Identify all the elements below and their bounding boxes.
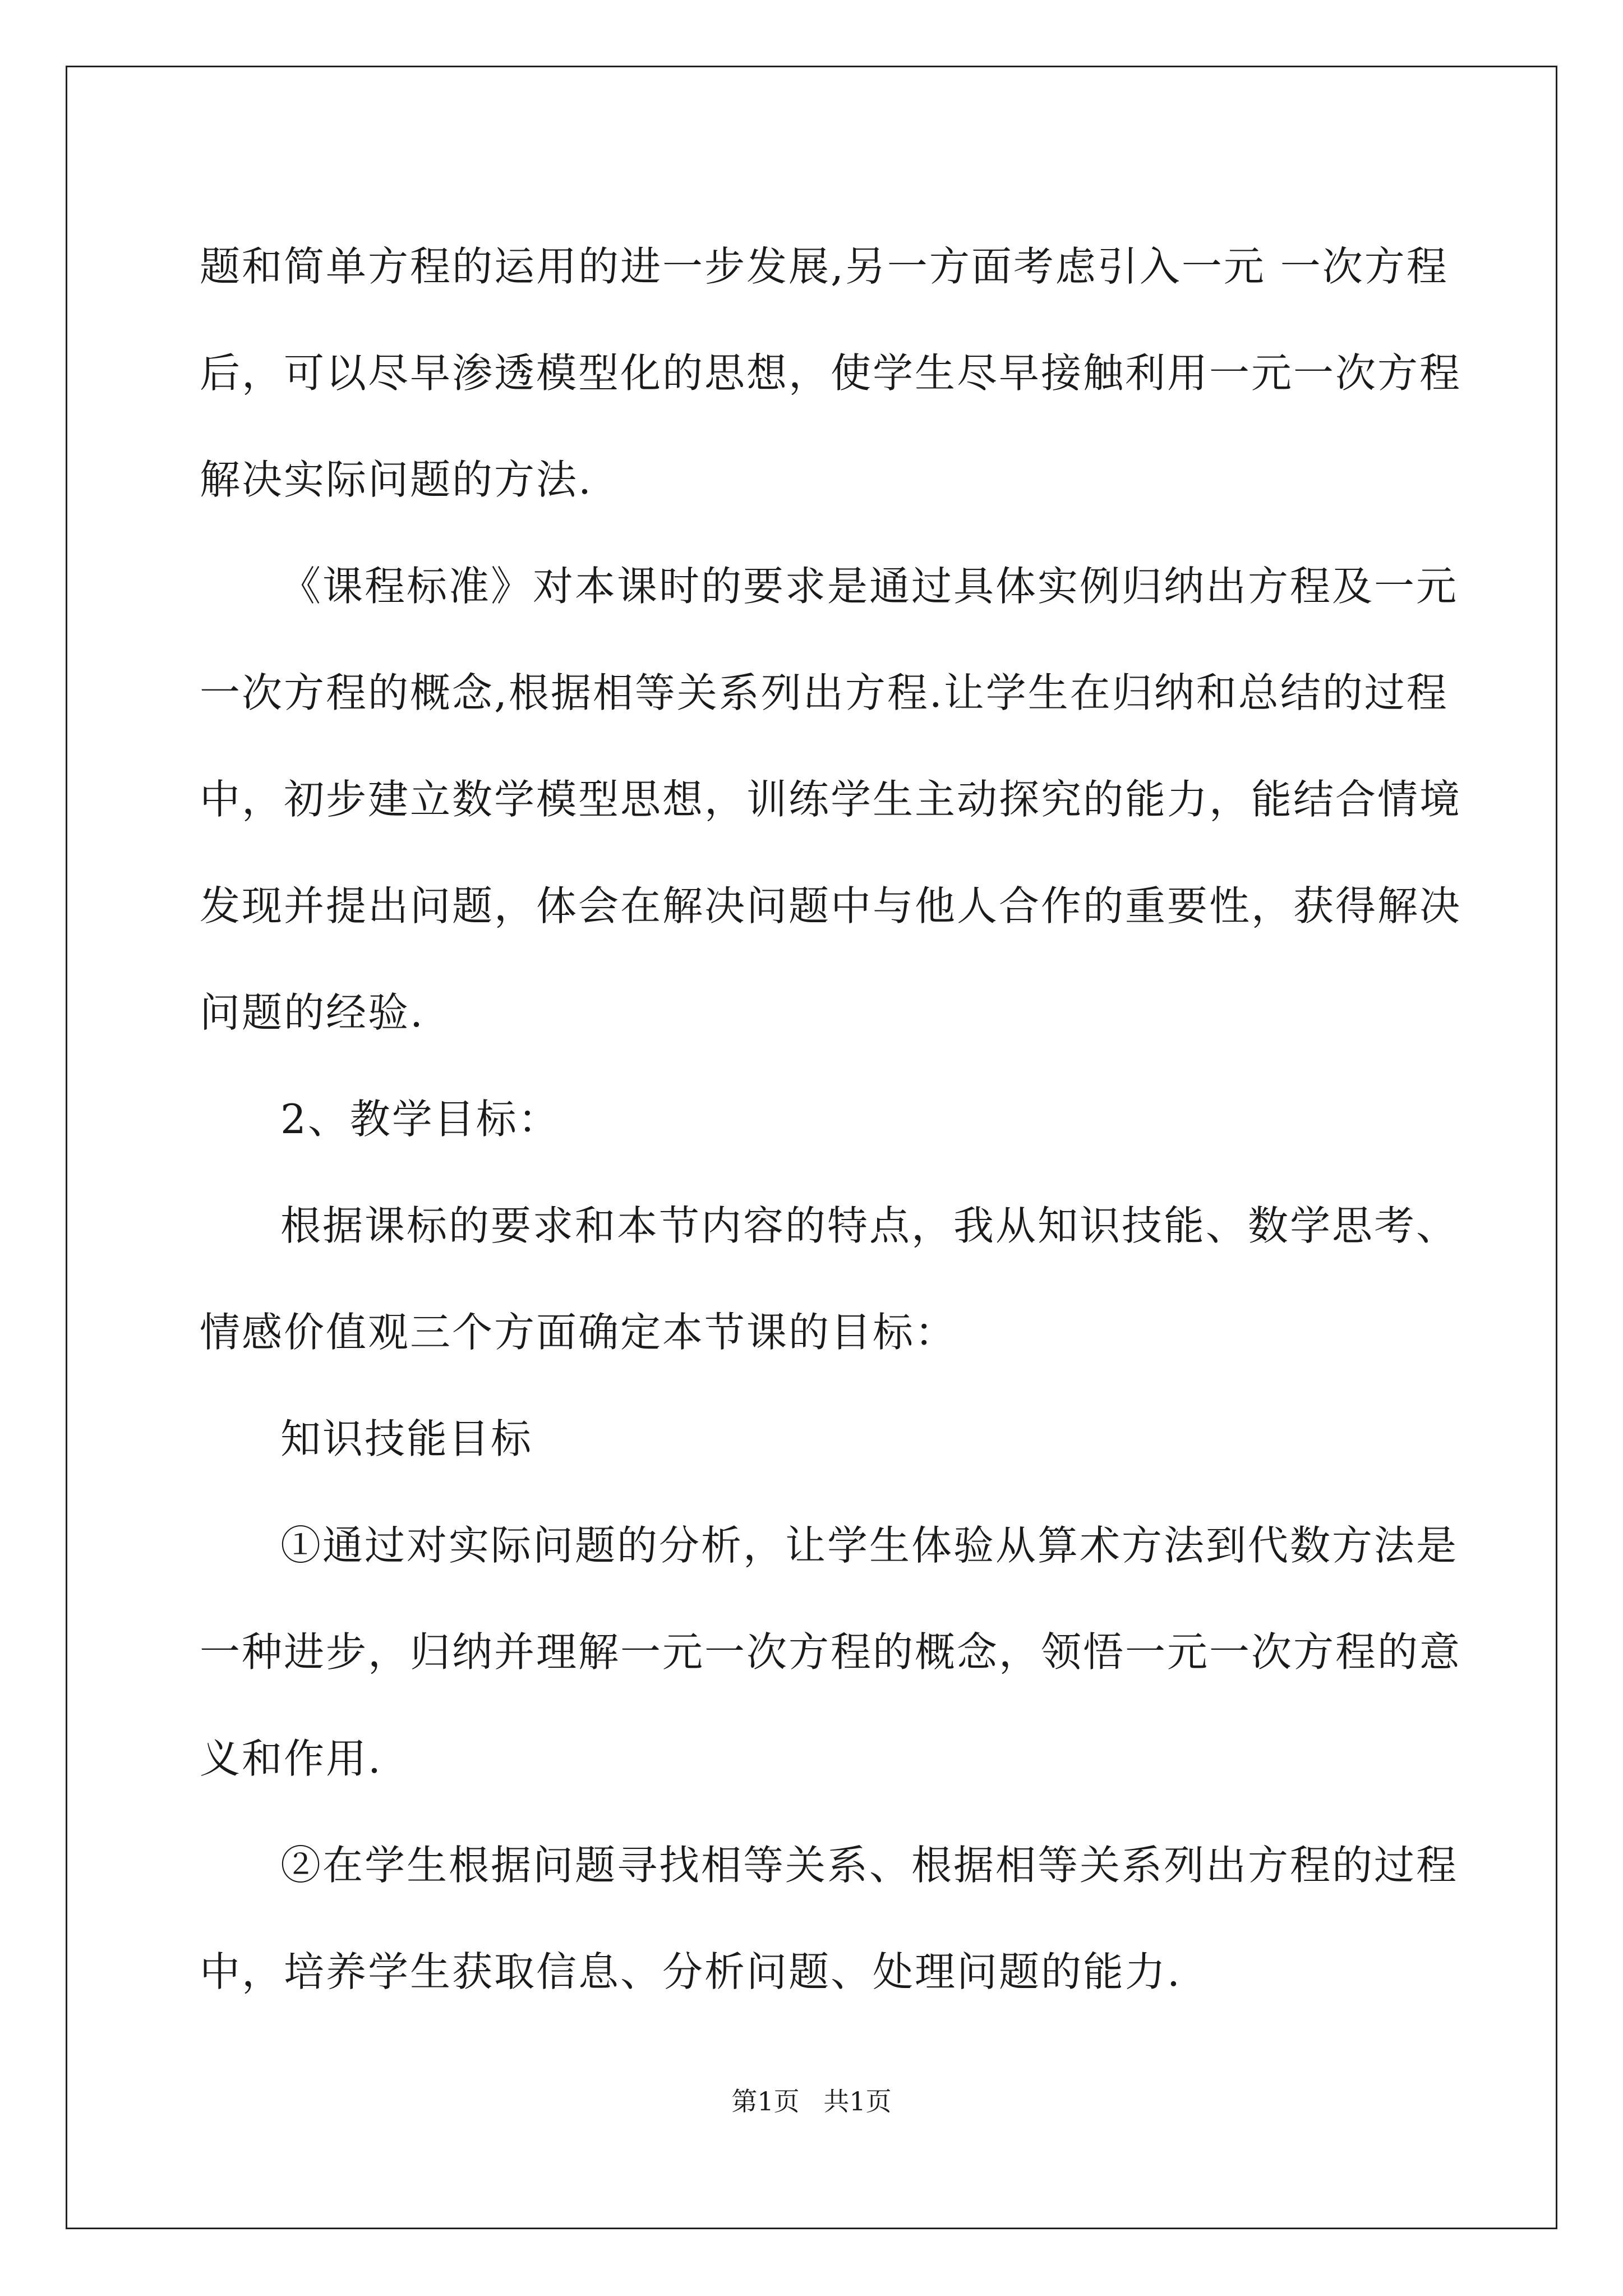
text-line-14: 一种进步，归纳并理解一元一次方程的概念，领悟一元一次方程的意 [200,1628,1462,1676]
page-footer [0,2081,1623,2118]
text-line-7: 发现并提出问题，体会在解决问题中与他人合作的重要性，获得解决 [200,882,1462,930]
text-line-17: 中，培养学生获取信息、分析问题、处理问题的能力. [200,1948,1182,1995]
text-line-13: ①通过对实际问题的分析，让学生体验从算术方法到代数方法是 [280,1522,1459,1569]
text-line-6: 中，初步建立数学模型思想，训练学生主动探究的能力，能结合情境 [200,776,1462,823]
text-line-1: 题和简单方程的运用的进一步发展,另一方面考虑引入一元 一次方程 [200,243,1449,290]
text-line-4: 《课程标准》对本课时的要求是通过具体实例归纳出方程及一元 [280,563,1459,610]
text-line-2: 后，可以尽早渗透模型化的思想，使学生尽早接触利用一元一次方程 [200,349,1462,397]
page-number: 第1页 [731,2086,800,2116]
text-line-11: 情感价值观三个方面确定本节课的目标： [200,1309,957,1356]
page-total: 共1页 [823,2086,892,2116]
text-line-3: 解决实际问题的方法. [200,456,593,503]
document-body [200,213,1462,2025]
text-line-5: 一次方程的概念,根据相等关系列出方程.让学生在归纳和总结的过程 [200,669,1449,716]
text-line-15: 义和作用. [200,1735,382,1782]
text-line-8: 问题的经验. [200,989,425,1036]
subsection-heading: 知识技能目标 [280,1415,533,1462]
text-line-16: ②在学生根据问题寻找相等关系、根据相等关系列出方程的过程 [280,1842,1459,1889]
text-line-10: 根据课标的要求和本节内容的特点，我从知识技能、数学思考、 [280,1202,1459,1249]
section-heading: 2、教学目标： [280,1096,560,1143]
